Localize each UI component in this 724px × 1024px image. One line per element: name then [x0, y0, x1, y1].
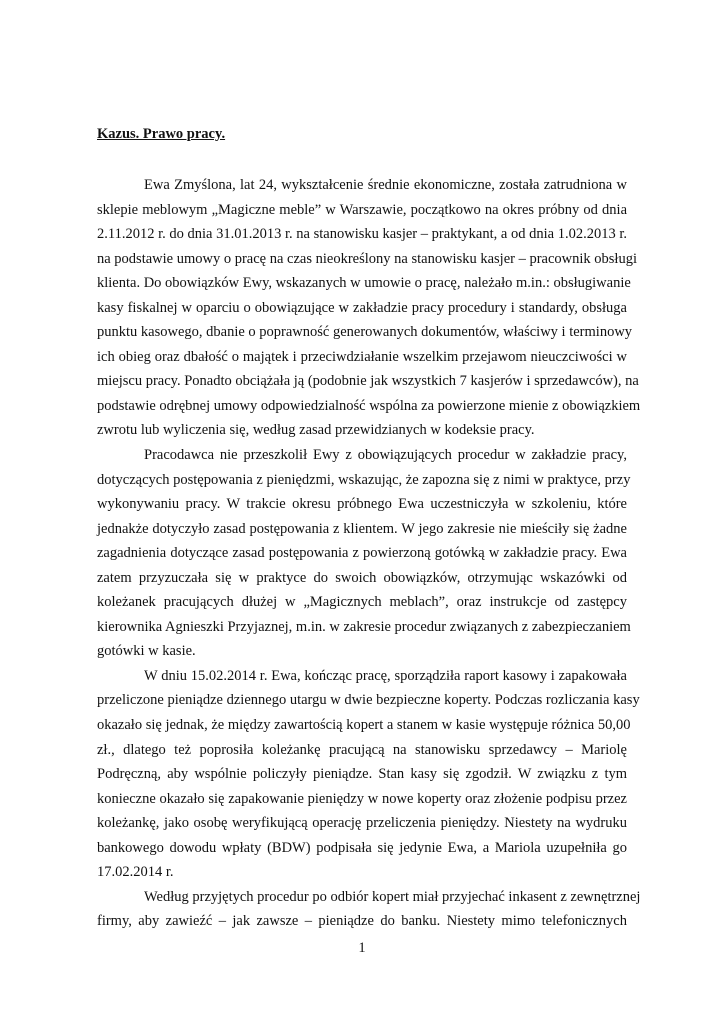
paragraph-2-line-4: jednakże dotyczyło zasad postępowania z klientem. W jego zakresie nie mieściły się żadne	[97, 520, 627, 537]
paragraph-1-line-3: 2.11.2012 r. do dnia 31.01.2013 r. na stanowisku kasjer – praktykant, a od dnia 1.02.2013 r.	[97, 226, 627, 243]
paragraph-2-line-8: kierownika Agnieszki Przyjaznej, m.in. w zakresie procedur związanych z zabezpieczaniem	[97, 618, 631, 635]
paragraph-1-line-2: sklepie meblowym „Magiczne meble” w Warszawie, początkowo na okres próbny od dnia	[97, 201, 627, 218]
paragraph-1-line-8: ich obieg oraz dbałość o majątek i przeciwdziałanie wszelkim przejawom nieuczciwości w	[97, 348, 627, 365]
paragraph-1-line-6: kasy fiskalnej w oparciu o obowiązujące w zakładzie pracy procedury i standardy, obsługa	[97, 299, 627, 316]
paragraph-1-line-1: Ewa Zmyślona, lat 24, wykształcenie średnie ekonomiczne, została zatrudniona w	[144, 177, 627, 193]
paragraph-1-line-5: klienta. Do obowiązków Ewy, wskazanych w umowie o pracę, należało m.in.: obsługiwanie	[97, 275, 631, 292]
paragraph-2-line-3: wykonywaniu pracy. W trakcie okresu próbnego Ewa uczestniczyła w szkoleniu, które	[97, 496, 627, 513]
paragraph-1-line-7: punktu kasowego, dbanie o poprawność generowanych dokumentów, właściwy i terminowy	[97, 324, 633, 341]
paragraph-2-line-6: zatem przyzuczała się w praktyce do swoich obowiązków, otrzymując wskazówki od	[97, 569, 627, 586]
paragraph-1-line-10: podstawie odrębnej umowy odpowiedzialność wspólna za powierzone mienie z obowiązkiem	[97, 397, 641, 414]
paragraph-1-line-9: miejscu pracy. Ponadto obciążała ją (podobnie jak wszystkich 7 kasjerów i sprzedawców), na	[97, 373, 639, 390]
paragraph-3-line-9: 17.02.2014 r.	[97, 864, 174, 881]
paragraph-3-line-1: W dniu 15.02.2014 r. Ewa, kończąc pracę, sporządziła raport kasowy i zapakowała	[144, 667, 627, 684]
page-number: 1	[358, 940, 366, 956]
paragraph-2-line-1: Pracodawca nie przeszkolił Ewy z obowiązujących procedur w zakładzie pracy,	[144, 447, 627, 464]
paragraph-3-line-7: koleżankę, jako osobę weryfikującą operację przeliczenia pieniędzy. Niestety na wydruku	[97, 815, 627, 832]
paragraph-4-line-2: firmy, aby zawieźć – jak zawsze – pieniądze do banku. Niestety mimo telefonicznych	[97, 913, 627, 930]
document-title: Kazus. Prawo pracy.	[97, 126, 226, 142]
paragraph-4-line-1: Według przyjętych procedur po odbiór kopert miał przyjechać inkasent z zewnętrznej	[144, 888, 641, 905]
paragraph-1-line-4: na podstawie umowy o pracę na czas nieokreślony na stanowisku kasjer – pracownik obsługi	[97, 250, 637, 267]
paragraph-3-line-2: przeliczone pieniądze dziennego utargu w dwie bezpieczne koperty. Podczas rozliczania kasy	[97, 692, 640, 709]
paragraph-3-line-8: bankowego dowodu wpłaty (BDW) podpisała się jedynie Ewa, a Mariola uzupełniła go	[97, 839, 627, 856]
paragraph-3-line-3: okazało się jednak, że między zawartością kopert a stanem w kasie występuje różnica 50,00	[97, 717, 631, 734]
paragraph-3-line-5: Podręczną, aby wspólnie policzyły pieniądze. Stan kasy się zgodził. W związku z tym	[97, 766, 627, 783]
paragraph-3-line-4: zł., dlatego też poprosiła koleżankę pracującą na stanowisku sprzedawcy – Mariolę	[97, 741, 627, 758]
document-body	[97, 173, 641, 934]
paragraph-2-line-9: gotówki w kasie.	[97, 643, 196, 660]
paragraph-2-line-5: zagadnienia dotyczące zasad postępowania z powierzoną gotówką w zakładzie pracy. Ewa	[97, 545, 627, 562]
paragraph-1-line-11: zwrotu lub wyliczenia się, według zasad przewidzianych w kodeksie pracy.	[97, 422, 535, 439]
paragraph-2-line-7: koleżanek pracujących dłużej w „Magicznych meblach”, oraz instrukcje od zastępcy	[97, 594, 627, 611]
paragraph-3-line-6: konieczne okazało się zapakowanie pieniędzy w nowe koperty oraz złożenie podpisu przez	[97, 790, 627, 807]
paragraph-2-line-2: dotyczących postępowania z pieniędzmi, wskazując, że zapozna się z nimi w praktyce, przy	[97, 471, 631, 488]
